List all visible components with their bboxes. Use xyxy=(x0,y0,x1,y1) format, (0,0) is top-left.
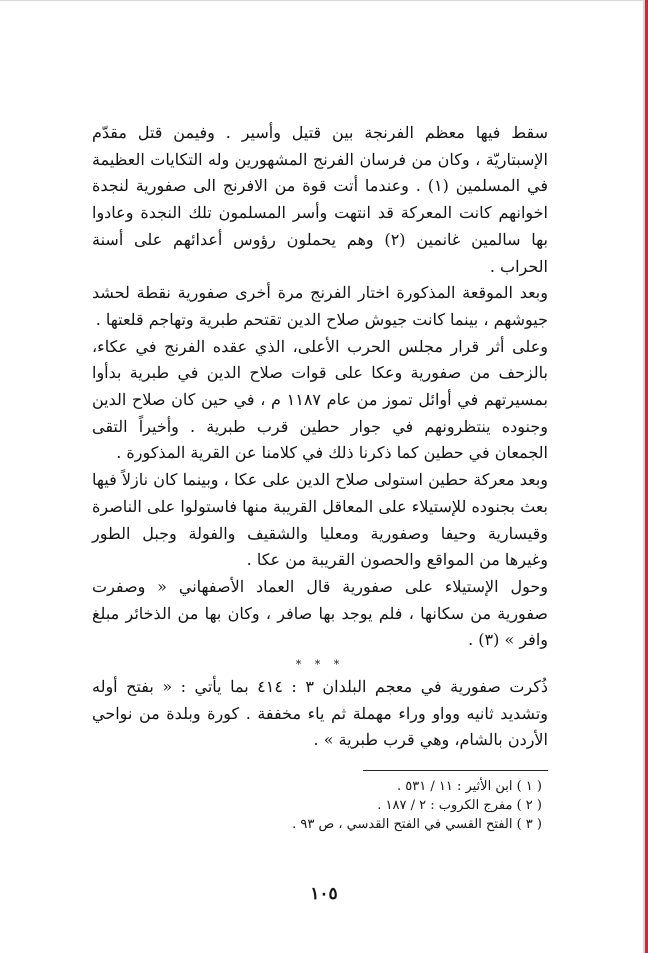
entry-paragraph: ذُكرت صفورية في معجم البلدان ٣ : ٤١٤ بما يأتي : « بفتح أوله وتشديد ثانيه وواو وراء مهملة ثم ياء مخففة . كورة وبلدة من نواحي الأردن بالشام، وهي قرب طبرية » . xyxy=(92,677,548,750)
page-number: ١٠٥ xyxy=(310,884,338,904)
footnotes xyxy=(92,777,542,834)
page-border-top xyxy=(0,0,645,1)
footnote-3: ( ٣ ) الفتح القسي في الفتح القدسي ، ص ٩٣ . xyxy=(292,817,542,833)
section-separator: * * * xyxy=(295,658,345,672)
paragraph-5: وحول الإستيلاء على صفورية قال العماد الأصفهاني « وصفرت صفورية من سكانها ، فلم يوجد بها صافر ، وكان بها من الذخائر مبلغ وافر » (٣) . xyxy=(92,576,548,650)
paragraph-1: سقط فيها معظم الفرنجة بين قتيل وأسير . وفيمن قتل مقدّم الإسبتاريّة ، وكان من فرسان الفرنج المشهورين وله التكايات العظيمة في المسلمين (١) . وعندما أتت قوة من الافرنج الى صفورية لنجدة اخوانهم كانت المعركة قد انتهت وأسر المسلمون تلك النجدة وعادوا بها سالمين غانمين (٢) وهم يحملون رؤوس أعدائهم على أسنة الحراب . xyxy=(92,123,549,276)
footnote-2: ( ٢ ) مفرج الكروب : ٢ / ١٨٧ . xyxy=(377,798,542,814)
page-body xyxy=(92,120,548,834)
paragraph-4: وبعد معركة حطين استولى صلاح الدين على عكا ، وبينما كان نازلاً فيها بعث بجنوده للإستيلاء على المعاقل القريبة منها فاستولوا على الناصرة وقيسارية وحيفا وصفورية ومعليا والشقيف والفولة وجبل الطور وغيرها من المواقع والحصون القريبة من عكا . xyxy=(92,470,548,570)
footnote-divider xyxy=(363,770,548,771)
main-text xyxy=(92,120,548,754)
footnote-1: ( ١ ) ابن الأثير : ١١ / ٥٣١ . xyxy=(396,779,542,795)
paragraph-3: وعلى أثر قرار مجلس الحرب الأعلى، الذي عقده الفرنج في عكاء، بالزحف من صفورية وعكا على قوات صلاح الدين في طبرية بدأوا بمسيرتهم في أوائل تموز من عام ١١٨٧ م ، في حين كان صلاح الدين وجنوده ينتظرونهم في جوار حطين قرب طبرية . وأخيراً التقى الجمعان في حطين كما ذكرنا ذلك في كلامنا عن القرية المذكورة . xyxy=(92,336,549,463)
paragraph-2: وبعد الموقعة المذكورة اختار الفرنج مرة أخرى صفورية نقطة لحشد جيوشهم ، بينما كانت جيوش صلاح الدين تقتحم طبرية وتهاجم قلعتها . xyxy=(92,283,548,329)
